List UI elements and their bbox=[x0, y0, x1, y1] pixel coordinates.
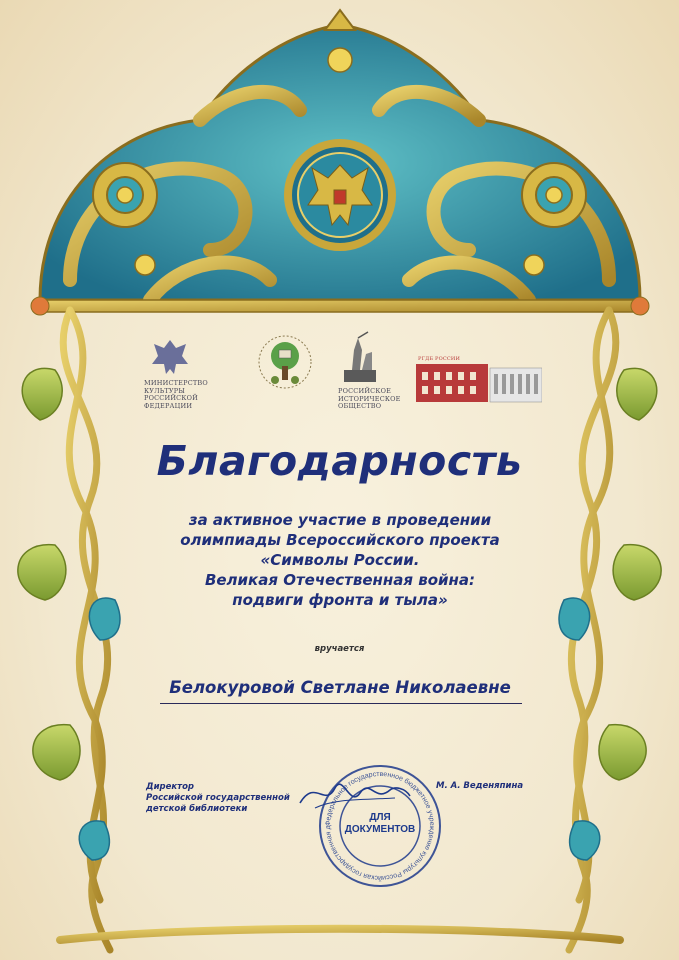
purpose-line: подвиги фронта и тыла» bbox=[232, 591, 448, 609]
logos-row bbox=[140, 330, 560, 430]
ministry-caption-2: РОССИЙСКОЙ ФЕДЕРАЦИИ bbox=[144, 394, 198, 410]
children-library-logo bbox=[255, 332, 315, 406]
signer-position-line: детской библиотеки bbox=[146, 804, 248, 814]
recipient-underline bbox=[160, 703, 522, 704]
signer-name: М. А. Веденяпина bbox=[436, 781, 524, 791]
double-eagle-emblem-icon bbox=[150, 336, 190, 376]
signer-position bbox=[146, 782, 296, 815]
historical-caption-3: ОБЩЕСТВО bbox=[338, 402, 382, 410]
historical-society-logo bbox=[338, 330, 401, 410]
signer-position-line: Российской государственной bbox=[146, 793, 290, 803]
stamp-center-line-2: ДОКУМЕНТОВ bbox=[344, 824, 416, 835]
historical-caption-2: ИСТОРИЧЕСКОЕ bbox=[338, 394, 401, 403]
signer-position-line: Директор bbox=[146, 782, 194, 792]
monument-icon bbox=[338, 330, 382, 386]
purpose-line: Великая Отечественная война: bbox=[204, 571, 476, 589]
stamp-ring-text: Федеральное государственное бюджетное учреждение культуры Российская государственная д bbox=[324, 770, 436, 882]
stamp-center-line-1: ДЛЯ bbox=[369, 812, 391, 823]
children-library-tree-icon bbox=[255, 332, 315, 402]
certificate-title: Благодарность bbox=[156, 437, 523, 485]
purpose-text bbox=[150, 510, 530, 610]
library-caption: РГДБ РОССИИ bbox=[418, 356, 461, 362]
purpose-line: за активное участие в проведении bbox=[188, 511, 492, 529]
library-building-icon bbox=[416, 360, 542, 404]
purpose-line: олимпиады Всероссийского проекта bbox=[180, 531, 500, 549]
library-building-logo bbox=[416, 356, 542, 408]
recipient-name: Белокуровой Светлане Николаевне bbox=[169, 678, 511, 697]
historical-caption-1: РОССИЙСКОЕ bbox=[338, 387, 392, 395]
ministry-logo bbox=[144, 336, 208, 410]
awarded-label: вручается bbox=[314, 644, 365, 654]
ministry-caption-1: МИНИСТЕРСТВО КУЛЬТУРЫ bbox=[144, 379, 208, 395]
official-stamp bbox=[316, 762, 444, 894]
purpose-line: «Символы России. bbox=[260, 551, 420, 569]
